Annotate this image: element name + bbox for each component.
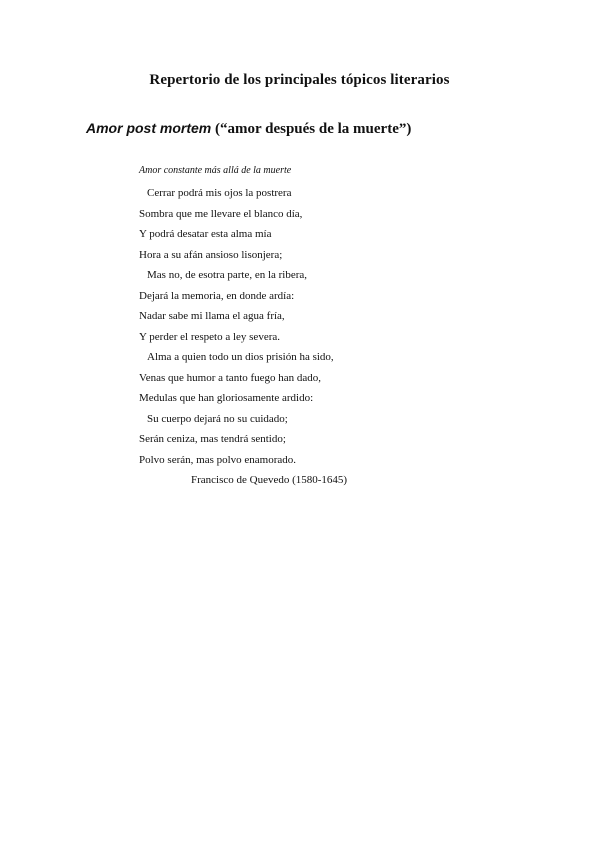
section-gloss: (“amor después de la muerte”) [214, 121, 412, 137]
poem-line: Nadar sabe mi llama el agua fría, [139, 310, 285, 322]
section-heading [86, 120, 411, 138]
poem-line: Serán ceniza, mas tendrá sentido; [139, 433, 286, 445]
poem-attribution: Francisco de Quevedo (1580-1645) [191, 474, 348, 486]
poem-line: Y perder el respeto a ley severa. [139, 330, 280, 343]
poem-line: Polvo serán, mas polvo enamorado. [139, 453, 297, 466]
poem-line: Venas que humor a tanto fuego han dado, [139, 371, 322, 384]
poem-line: Medulas que han gloriosamente ardido: [139, 392, 314, 404]
poem-line: Su cuerpo dejará no su cuidado; [147, 412, 288, 425]
page-title: Repertorio de los principales tópicos literarios [149, 72, 450, 88]
poem-line: Y podrá desatar esta alma mía [139, 228, 272, 240]
section-term: Amor post mortem [86, 120, 212, 136]
poem-line: Alma a quien todo un dios prisión ha sido, [147, 351, 334, 363]
poem-title: Amor constante más allá de la muerte [139, 165, 292, 176]
poem-line: Dejará la memoria, en donde ardía: [139, 289, 295, 302]
poem-line: Mas no, de esotra parte, en la ribera, [147, 269, 308, 281]
poem-line: Sombra que me llevare el blanco día, [139, 207, 303, 220]
poem-line: Cerrar podrá mis ojos la postrera [147, 187, 292, 199]
poem-line: Hora a su afán ansioso lisonjera; [139, 248, 283, 261]
poem [139, 163, 459, 490]
